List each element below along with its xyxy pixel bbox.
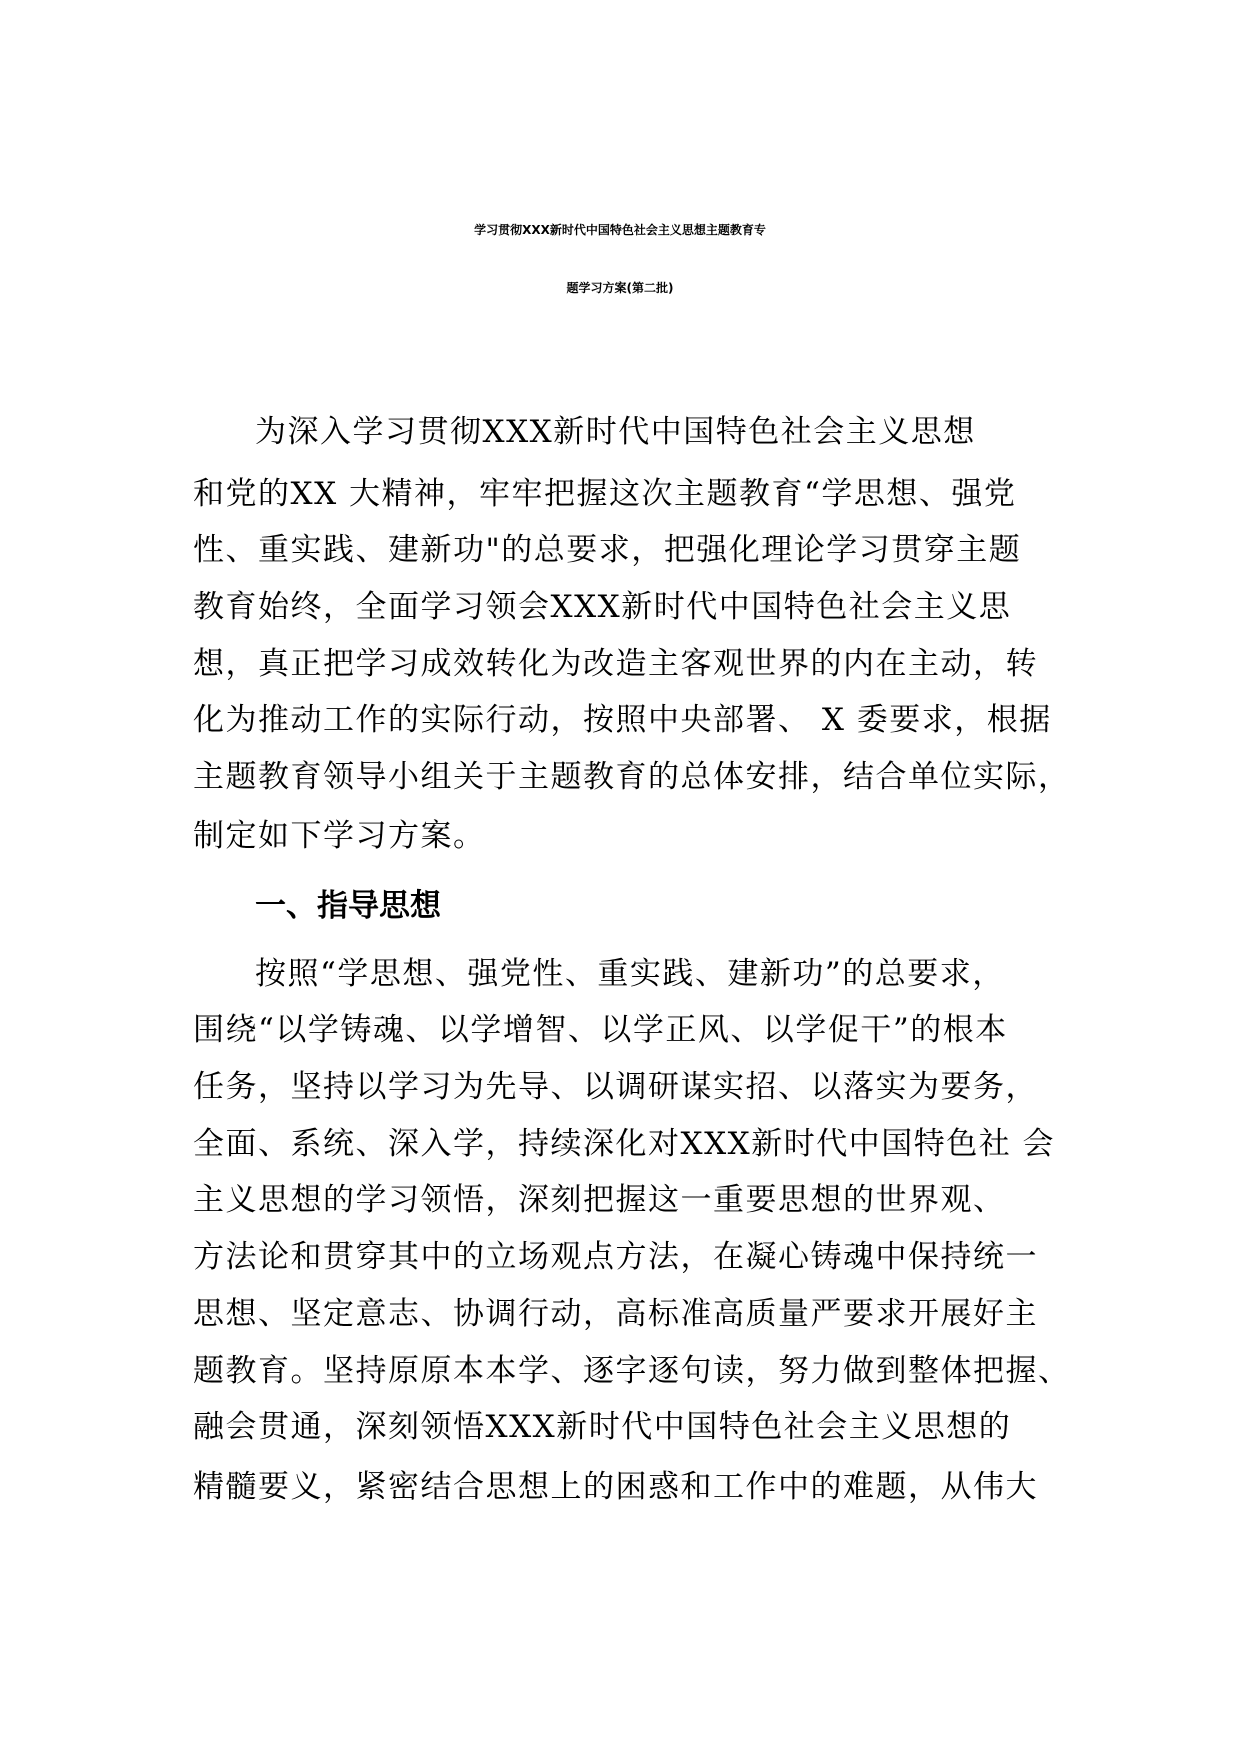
intro-paragraph-line-7: 主题教育领导小组关于主题教育的总体安排，结合单位实际， bbox=[193, 759, 1071, 795]
section-paragraph-line-1: 按照“学思想、强党性、重实践、建新功”的总要求， bbox=[255, 956, 1005, 992]
section-paragraph-line-10: 精髓要义，紧密结合思想上的困惑和工作中的难题，从伟大 bbox=[193, 1469, 1038, 1505]
section-heading: 一、指导思想 bbox=[255, 888, 441, 924]
document-title-line-2: 题学习方案(第二批) bbox=[566, 281, 674, 295]
document-title-line-1: 学习贯彻XXX新时代中国特色社会主义思想主题教育专 bbox=[474, 223, 766, 237]
intro-paragraph-line-6: 化为推动工作的实际行动，按照中央部署、 X 委要求，根据 bbox=[193, 702, 1052, 738]
section-paragraph-line-3: 任务，坚持以学习为先导、以调研谋实招、以落实为要务， bbox=[193, 1069, 1038, 1105]
section-paragraph-line-7: 思想、坚定意志、协调行动，高标准高质量严要求开展好主 bbox=[193, 1296, 1038, 1332]
intro-paragraph-line-4: 教育始终，全面学习领会XXX新时代中国特色社会主义思 bbox=[193, 589, 1012, 625]
intro-paragraph-line-8: 制定如下学习方案。 bbox=[193, 818, 486, 854]
section-paragraph-line-4: 全面、系统、深入学，持续深化对XXX新时代中国特色社 会 bbox=[193, 1126, 1056, 1162]
intro-paragraph-line-3: 性、重实践、建新功"的总要求，把强化理论学习贯穿主题 bbox=[193, 532, 1022, 568]
intro-paragraph-line-1: 为深入学习贯彻XXX新时代中国特色社会主义思想 bbox=[255, 414, 976, 450]
section-paragraph-line-8: 题教育。坚持原原本本学、逐字逐句读，努力做到整体把握、 bbox=[193, 1353, 1071, 1389]
section-paragraph-line-5: 主义思想的学习领悟，深刻把握这一重要思想的世界观、 bbox=[193, 1182, 1006, 1218]
section-paragraph-line-2: 围绕“以学铸魂、以学增智、以学正风、以学促干”的根本 bbox=[193, 1012, 1008, 1048]
section-paragraph-line-6: 方法论和贯穿其中的立场观点方法，在凝心铸魂中保持统一 bbox=[193, 1239, 1038, 1275]
section-paragraph-line-9: 融会贯通，深刻领悟XXX新时代中国特色社会主义思想的 bbox=[193, 1409, 1012, 1445]
intro-paragraph-line-2: 和党的XX 大精神，牢牢把握这次主题教育“学思想、强党 bbox=[193, 476, 1017, 512]
intro-paragraph-line-5: 想，真正把学习成效转化为改造主客观世界的内在主动，转 bbox=[193, 646, 1038, 682]
